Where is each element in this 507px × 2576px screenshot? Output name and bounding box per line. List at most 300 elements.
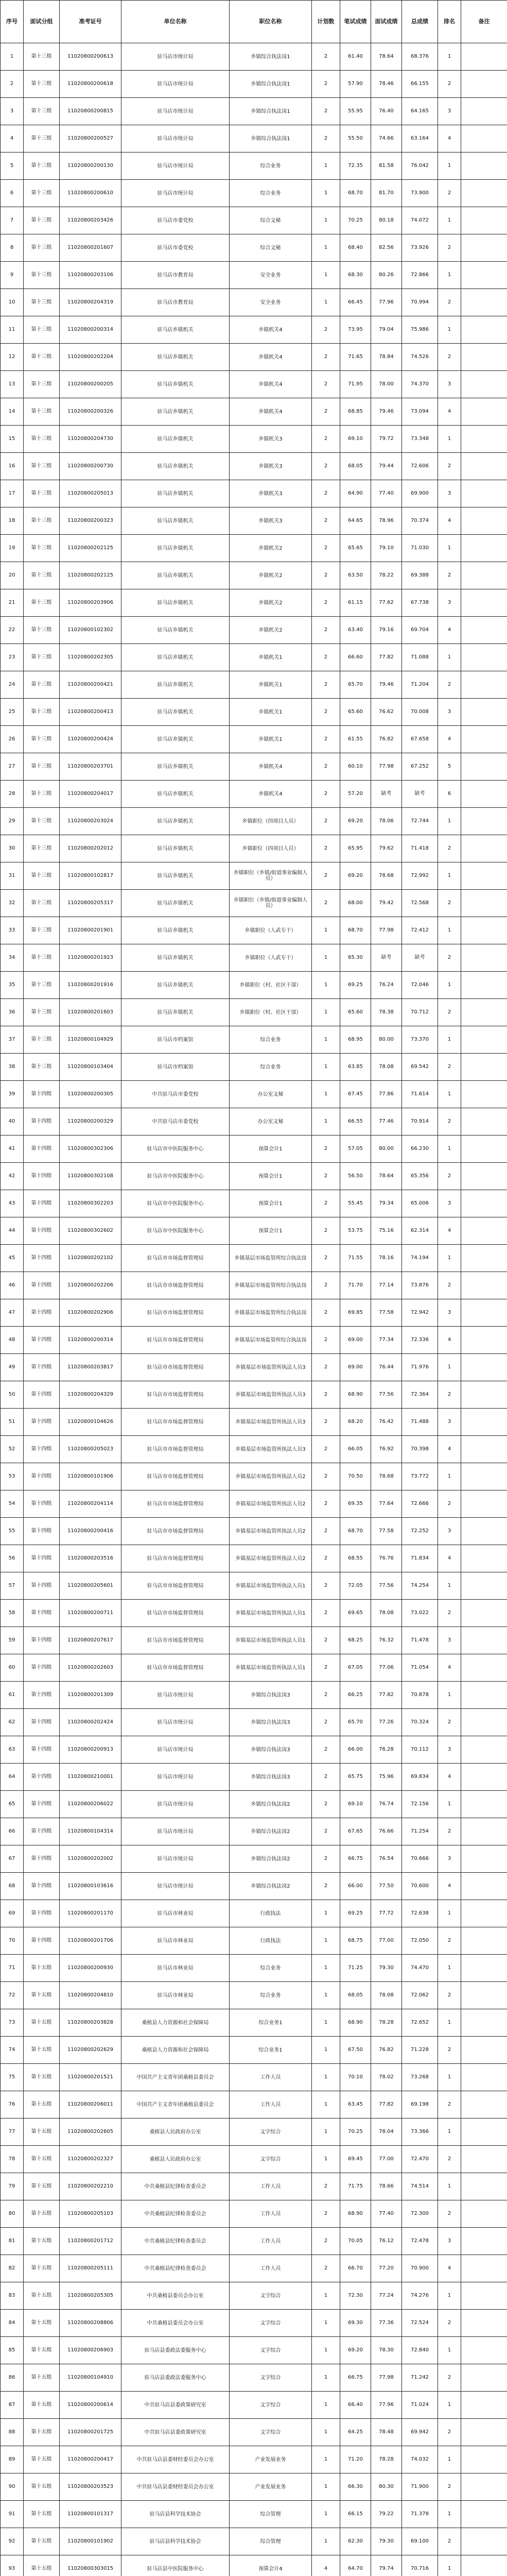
cell-group: 第十三组 [24, 371, 60, 398]
cell-seq: 81 [1, 2228, 24, 2255]
cell-interview: 77.40 [371, 2200, 402, 2228]
cell-total: 69.198 [402, 2091, 438, 2119]
table-row [1, 2310, 507, 2337]
cell-group: 第十三组 [24, 589, 60, 617]
cell-position: 产业发展业务 [230, 2446, 312, 2473]
table-row [1, 1190, 507, 1217]
cell-exam-no: 11020800201916 [60, 972, 121, 999]
cell-position: 乡镇基层市场监管所综合执法岗 [230, 1272, 312, 1299]
table-row [1, 781, 507, 808]
cell-seq: 70 [1, 1927, 24, 1955]
cell-interview: 78.00 [371, 371, 402, 398]
cell-rank: 1 [438, 2337, 461, 2364]
cell-group: 第十三组 [24, 1026, 60, 1054]
cell-seq: 83 [1, 2282, 24, 2310]
cell-total: 72.666 [402, 1490, 438, 1518]
cell-note [461, 2555, 507, 2576]
cell-written: 66.55 [340, 1108, 371, 1136]
cell-seq: 16 [1, 453, 24, 480]
cell-plan: 1 [312, 2091, 340, 2119]
table-row [1, 1709, 507, 1736]
cell-unit: 驻马店市教育局 [121, 262, 230, 289]
cell-written: 71.55 [340, 1245, 371, 1272]
cell-position: 综合文秘 [230, 207, 312, 234]
table-row [1, 1463, 507, 1490]
cell-unit: 驻马店市统计局 [121, 98, 230, 125]
cell-unit: 中共桑植县委员会办公室 [121, 2310, 230, 2337]
cell-total: 72.336 [402, 1327, 438, 1354]
cell-total: 74.526 [402, 344, 438, 371]
cell-total: 72.866 [402, 262, 438, 289]
cell-written: 67.65 [340, 1818, 371, 1845]
cell-interview: 79.30 [371, 2528, 402, 2555]
cell-seq: 58 [1, 1600, 24, 1627]
cell-interview: 78.48 [371, 2419, 402, 2446]
cell-group: 第十四组 [24, 1409, 60, 1436]
cell-group: 第十四组 [24, 1764, 60, 1791]
cell-interview: 77.96 [371, 2392, 402, 2419]
cell-exam-no: 11020800302306 [60, 1136, 121, 1163]
cell-group: 第十五组 [24, 2392, 60, 2419]
cell-plan: 2 [312, 862, 340, 890]
cell-total: 71.834 [402, 1545, 438, 1572]
cell-unit: 中共驻马店市委党校 [121, 1108, 230, 1136]
cell-note [461, 480, 507, 507]
cell-total: 69.942 [402, 2419, 438, 2446]
cell-plan: 1 [312, 1982, 340, 2009]
table-row [1, 1409, 507, 1436]
cell-interview: 79.22 [371, 2501, 402, 2528]
table-row [1, 152, 507, 180]
cell-written: 66.00 [340, 1873, 371, 1900]
cell-interview: 78.38 [371, 999, 402, 1026]
cell-unit: 桑植县人民政府办公室 [121, 2119, 230, 2146]
cell-note [461, 125, 507, 152]
cell-seq: 55 [1, 1518, 24, 1545]
cell-note [461, 753, 507, 781]
cell-rank: 3 [438, 1736, 461, 1764]
cell-exam-no: 11020800201901 [60, 917, 121, 944]
table-row [1, 1764, 507, 1791]
cell-rank: 1 [438, 207, 461, 234]
cell-plan: 1 [312, 2282, 340, 2310]
cell-position: 乡镇机关2 [230, 617, 312, 644]
cell-total: 72.638 [402, 1900, 438, 1927]
cell-rank: 3 [438, 1518, 461, 1545]
cell-unit: 驻马店市统计局 [121, 43, 230, 71]
cell-note [461, 1299, 507, 1327]
table-row [1, 1736, 507, 1764]
cell-group: 第十五组 [24, 2364, 60, 2392]
cell-exam-no: 11020800204730 [60, 426, 121, 453]
cell-group: 第十三组 [24, 152, 60, 180]
cell-group: 第十三组 [24, 890, 60, 917]
cell-interview: 缺考 [371, 944, 402, 972]
cell-total: 70.914 [402, 1108, 438, 1136]
cell-group: 第十五组 [24, 2064, 60, 2091]
cell-plan: 2 [312, 1190, 340, 1217]
cell-interview: 77.56 [371, 1572, 402, 1600]
cell-note [461, 2392, 507, 2419]
header-position: 职位名称 [230, 1, 312, 43]
cell-exam-no: 11020800200730 [60, 453, 121, 480]
cell-note [461, 398, 507, 426]
cell-written: 68.95 [340, 1026, 371, 1054]
cell-group: 第十三组 [24, 234, 60, 262]
cell-written: 69.10 [340, 426, 371, 453]
cell-exam-no: 11020800204114 [60, 1490, 121, 1518]
table-header [1, 1, 507, 43]
cell-seq: 56 [1, 1545, 24, 1572]
cell-exam-no: 11020800202424 [60, 1709, 121, 1736]
cell-position: 综合业务 [230, 1054, 312, 1081]
cell-interview: 77.20 [371, 2255, 402, 2282]
cell-total: 70.008 [402, 699, 438, 726]
cell-unit: 驻马店市林业局 [121, 1927, 230, 1955]
cell-exam-no: 11020800205305 [60, 2282, 121, 2310]
cell-note [461, 207, 507, 234]
cell-position: 办公室文秘 [230, 1108, 312, 1136]
cell-group: 第十三组 [24, 1054, 60, 1081]
cell-group: 第十三组 [24, 835, 60, 862]
cell-seq: 68 [1, 1873, 24, 1900]
cell-plan: 2 [312, 316, 340, 344]
cell-plan: 2 [312, 1709, 340, 1736]
cell-group: 第十四组 [24, 1190, 60, 1217]
cell-unit: 驻马店市中医院服务中心 [121, 1136, 230, 1163]
cell-group: 第十五组 [24, 2119, 60, 2146]
cell-seq: 4 [1, 125, 24, 152]
cell-rank: 3 [438, 1299, 461, 1327]
cell-total: 71.030 [402, 535, 438, 562]
cell-written: 66.45 [340, 289, 371, 316]
cell-exam-no: 11020800200930 [60, 1955, 121, 1982]
cell-plan: 1 [312, 289, 340, 316]
cell-unit: 驻马店市统计局 [121, 1736, 230, 1764]
cell-unit: 桑植县人民政府办公室 [121, 2146, 230, 2173]
cell-interview: 78.64 [371, 1163, 402, 1190]
cell-unit: 驻马店乡镇机关 [121, 617, 230, 644]
cell-exam-no: 11020800102817 [60, 862, 121, 890]
cell-exam-no: 11020800200326 [60, 398, 121, 426]
cell-plan: 2 [312, 1764, 340, 1791]
cell-note [461, 152, 507, 180]
cell-note [461, 1982, 507, 2009]
cell-unit: 驻马店县科学技术协会 [121, 2528, 230, 2555]
cell-total: 72.652 [402, 2009, 438, 2037]
table-row [1, 1108, 507, 1136]
cell-rank: 4 [438, 1436, 461, 1463]
cell-seq: 27 [1, 753, 24, 781]
cell-position: 综合业务1 [230, 2037, 312, 2064]
cell-note [461, 2119, 507, 2146]
cell-unit: 驻马店市市场监督管理局 [121, 1518, 230, 1545]
cell-written: 66.30 [340, 2473, 371, 2501]
cell-rank: 1 [438, 972, 461, 999]
cell-seq: 82 [1, 2255, 24, 2282]
cell-total: 71.478 [402, 1627, 438, 1654]
cell-position: 乡镇综合执法岗3 [230, 1682, 312, 1709]
cell-exam-no: 11020800205013 [60, 480, 121, 507]
cell-rank: 2 [438, 1818, 461, 1845]
cell-seq: 2 [1, 71, 24, 98]
cell-note [461, 917, 507, 944]
cell-interview: 76.32 [371, 1627, 402, 1654]
cell-interview: 77.00 [371, 1927, 402, 1955]
cell-exam-no: 11020800210001 [60, 1764, 121, 1791]
cell-rank: 1 [438, 535, 461, 562]
cell-exam-no: 11020800101317 [60, 2501, 121, 2528]
table-row [1, 1955, 507, 1982]
cell-total: 74.194 [402, 1245, 438, 1272]
cell-exam-no: 11020800303015 [60, 2555, 121, 2576]
cell-unit: 驻马店市市场监督管理局 [121, 1381, 230, 1409]
cell-position: 乡镇基层市场监管所执法人员1 [230, 1627, 312, 1654]
cell-interview: 77.56 [371, 1381, 402, 1409]
header-plan: 计划数 [312, 1, 340, 43]
cell-total: 65.006 [402, 1190, 438, 1217]
cell-interview: 78.30 [371, 2337, 402, 2364]
cell-seq: 63 [1, 1736, 24, 1764]
cell-note [461, 808, 507, 835]
header-exam-no: 准考证号 [60, 1, 121, 43]
cell-interview: 78.08 [371, 1600, 402, 1627]
cell-rank: 2 [438, 944, 461, 972]
cell-plan: 2 [312, 125, 340, 152]
cell-total: 70.994 [402, 289, 438, 316]
cell-note [461, 2446, 507, 2473]
cell-interview: 77.98 [371, 2364, 402, 2392]
cell-exam-no: 11020800200314 [60, 316, 121, 344]
cell-plan: 1 [312, 2119, 340, 2146]
cell-written: 55.50 [340, 125, 371, 152]
cell-written: 69.25 [340, 972, 371, 999]
cell-position: 办公室文秘 [230, 1081, 312, 1108]
table-row [1, 234, 507, 262]
cell-position: 行政执法 [230, 1900, 312, 1927]
cell-rank: 1 [438, 1682, 461, 1709]
cell-unit: 驻马店市档案馆 [121, 1026, 230, 1054]
cell-seq: 67 [1, 1845, 24, 1873]
cell-total: 70.374 [402, 507, 438, 535]
cell-interview: 81.58 [371, 152, 402, 180]
cell-interview: 77.50 [371, 1873, 402, 1900]
cell-interview: 77.14 [371, 1272, 402, 1299]
table-row [1, 2009, 507, 2037]
cell-note [461, 1818, 507, 1845]
cell-position: 预算会计1 [230, 1190, 312, 1217]
table-row [1, 1327, 507, 1354]
cell-unit: 驻马店乡镇机关 [121, 453, 230, 480]
cell-note [461, 1327, 507, 1354]
cell-group: 第十三组 [24, 507, 60, 535]
cell-unit: 驻马店乡镇机关 [121, 890, 230, 917]
cell-written: 68.70 [340, 917, 371, 944]
cell-exam-no: 11020800203828 [60, 2009, 121, 2037]
cell-unit: 驻马店市市场监督管理局 [121, 1245, 230, 1272]
cell-unit: 桑植县人力资源和社会保障局 [121, 2009, 230, 2037]
cell-exam-no: 11020800203817 [60, 1354, 121, 1381]
cell-seq: 40 [1, 1108, 24, 1136]
cell-written: 70.10 [340, 2064, 371, 2091]
cell-note [461, 2310, 507, 2337]
cell-exam-no: 11020800302602 [60, 1217, 121, 1245]
cell-note [461, 1081, 507, 1108]
cell-rank: 1 [438, 1136, 461, 1163]
cell-note [461, 1026, 507, 1054]
cell-plan: 1 [312, 1927, 340, 1955]
cell-position: 预算会计1 [230, 1217, 312, 1245]
cell-total: 72.606 [402, 453, 438, 480]
cell-rank: 1 [438, 644, 461, 671]
table-row [1, 71, 507, 98]
cell-position: 乡镇综合执法岗1 [230, 125, 312, 152]
cell-note [461, 316, 507, 344]
cell-seq: 13 [1, 371, 24, 398]
cell-written: 72.30 [340, 2282, 371, 2310]
cell-total: 缺考 [402, 781, 438, 808]
cell-position: 综合业务 [230, 152, 312, 180]
cell-interview: 76.92 [371, 1436, 402, 1463]
cell-total: 69.704 [402, 617, 438, 644]
cell-rank: 1 [438, 1463, 461, 1490]
cell-written: 57.20 [340, 781, 371, 808]
cell-plan: 2 [312, 398, 340, 426]
cell-unit: 驻马店乡镇机关 [121, 808, 230, 835]
cell-unit: 驻马店市统计局 [121, 71, 230, 98]
cell-group: 第十五组 [24, 2446, 60, 2473]
cell-note [461, 1736, 507, 1764]
cell-exam-no: 11020800203516 [60, 1545, 121, 1572]
cell-seq: 92 [1, 2528, 24, 2555]
cell-plan: 1 [312, 2528, 340, 2555]
cell-plan: 1 [312, 234, 340, 262]
header-total: 总成绩 [402, 1, 438, 43]
table-row [1, 289, 507, 316]
cell-position: 工作人员 [230, 2200, 312, 2228]
cell-interview: 76.12 [371, 2228, 402, 2255]
cell-interview: 79.46 [371, 671, 402, 699]
cell-written: 65.70 [340, 671, 371, 699]
cell-written: 66.75 [340, 2364, 371, 2392]
cell-total: 73.366 [402, 2119, 438, 2146]
cell-exam-no: 11020800302108 [60, 1163, 121, 1190]
cell-written: 69.00 [340, 1327, 371, 1354]
table-row [1, 972, 507, 999]
cell-unit: 驻马店市市场监督管理局 [121, 1327, 230, 1354]
cell-plan: 2 [312, 1682, 340, 1709]
table-row [1, 1081, 507, 1108]
cell-total: 70.712 [402, 999, 438, 1026]
cell-plan: 1 [312, 1108, 340, 1136]
cell-plan: 2 [312, 1845, 340, 1873]
cell-interview: 79.44 [371, 453, 402, 480]
cell-seq: 91 [1, 2501, 24, 2528]
cell-note [461, 1163, 507, 1190]
cell-note [461, 453, 507, 480]
cell-interview: 76.42 [371, 1409, 402, 1436]
cell-group: 第十四组 [24, 1791, 60, 1818]
cell-total: 72.156 [402, 1791, 438, 1818]
cell-written: 68.90 [340, 1381, 371, 1409]
cell-note [461, 1490, 507, 1518]
cell-rank: 1 [438, 2555, 461, 2576]
cell-unit: 驻马店市统计局 [121, 180, 230, 207]
cell-total: 70.716 [402, 2555, 438, 2576]
cell-group: 第十四组 [24, 1354, 60, 1381]
cell-seq: 59 [1, 1627, 24, 1654]
cell-plan: 1 [312, 2446, 340, 2473]
cell-interview: 78.08 [371, 1054, 402, 1081]
cell-rank: 4 [438, 1764, 461, 1791]
cell-total: 71.228 [402, 2037, 438, 2064]
cell-written: 64.65 [340, 507, 371, 535]
cell-written: 66.40 [340, 2392, 371, 2419]
cell-seq: 48 [1, 1327, 24, 1354]
cell-rank: 4 [438, 617, 461, 644]
cell-group: 第十五组 [24, 2555, 60, 2576]
cell-written: 71.65 [340, 344, 371, 371]
cell-total: 72.478 [402, 2228, 438, 2255]
cell-plan: 2 [312, 562, 340, 589]
cell-total: 71.976 [402, 1354, 438, 1381]
cell-note [461, 1682, 507, 1709]
cell-total: 74.072 [402, 207, 438, 234]
cell-group: 第十四组 [24, 1600, 60, 1627]
cell-unit: 驻马店市市场监督管理局 [121, 1627, 230, 1654]
cell-written: 67.50 [340, 2037, 371, 2064]
cell-unit: 驻马店乡镇机关 [121, 562, 230, 589]
cell-position: 工作人员 [230, 2173, 312, 2200]
cell-rank: 1 [438, 2446, 461, 2473]
cell-seq: 73 [1, 2009, 24, 2037]
cell-position: 行政执法 [230, 1927, 312, 1955]
cell-seq: 84 [1, 2310, 24, 2337]
cell-plan: 1 [312, 1054, 340, 1081]
cell-total: 74.254 [402, 1572, 438, 1600]
cell-group: 第十四组 [24, 1818, 60, 1845]
cell-note [461, 1764, 507, 1791]
cell-rank: 1 [438, 917, 461, 944]
cell-rank: 2 [438, 71, 461, 98]
cell-exam-no: 11020800201170 [60, 1900, 121, 1927]
cell-exam-no: 11020800201725 [60, 2419, 121, 2446]
cell-note [461, 2146, 507, 2173]
table-row [1, 699, 507, 726]
cell-rank: 5 [438, 753, 461, 781]
table-row [1, 1600, 507, 1627]
cell-position: 乡镇基层市场监管所执法人员2 [230, 1518, 312, 1545]
cell-group: 第十五组 [24, 1982, 60, 2009]
cell-group: 第十三组 [24, 426, 60, 453]
cell-exam-no: 11020800201923 [60, 944, 121, 972]
cell-group: 第十四组 [24, 1927, 60, 1955]
cell-written: 71.25 [340, 1955, 371, 1982]
cell-note [461, 507, 507, 535]
cell-group: 第十三组 [24, 944, 60, 972]
cell-group: 第十五组 [24, 2501, 60, 2528]
cell-plan: 2 [312, 535, 340, 562]
cell-interview: 77.86 [371, 1081, 402, 1108]
table-row [1, 2282, 507, 2310]
cell-group: 第十四组 [24, 1272, 60, 1299]
cell-exam-no: 11020800200711 [60, 1600, 121, 1627]
cell-interview: 80.26 [371, 262, 402, 289]
table-row [1, 1299, 507, 1327]
cell-group: 第十五组 [24, 2146, 60, 2173]
cell-plan: 1 [312, 2064, 340, 2091]
cell-group: 第十四组 [24, 1327, 60, 1354]
